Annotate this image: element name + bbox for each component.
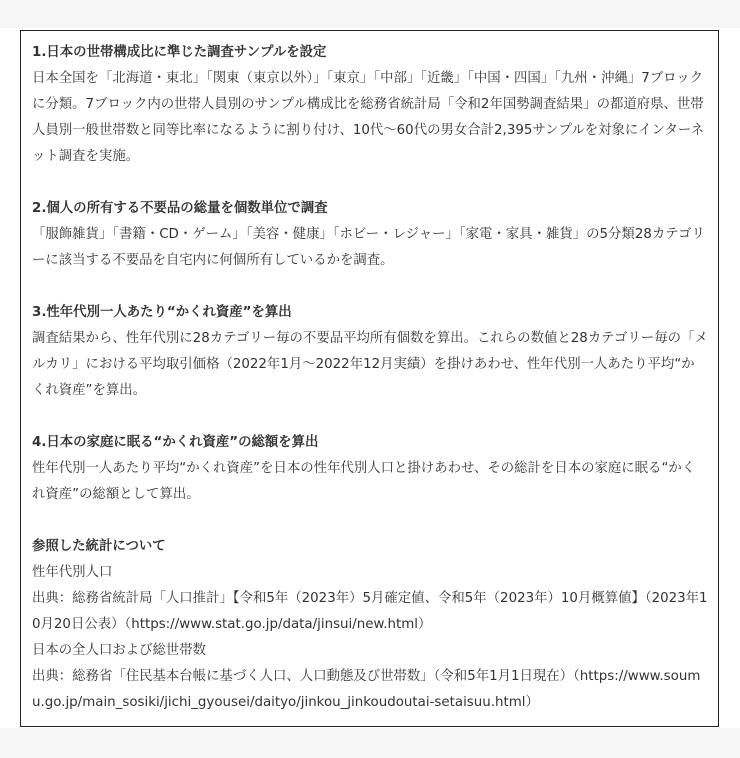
- section-3-body: 調査結果から、性年代別に28カテゴリー毎の不要品平均所有個数を算出。これらの数値と28カテゴリー毎の「メルカリ」における平均取引価格（2022年1月〜2022年12月実績）を掛けあわせ、性年代別一人あたり平均“かくれ資産”を算出。: [32, 331, 708, 398]
- reference-1-label: 性年代別人口: [32, 565, 113, 580]
- section-1-body: 日本全国を「北海道・東北」「関東（東京以外）」「東京」「中部」「近畿」「中国・四国」「九州・沖縄」7ブロックに分類。7ブロック内の世帯人員別のサンプル構成比を総務省統計局「令和2年国勢調査結果」の都道府県、世帯人員別一般世帯数と同等比率になるように割り付け、10代〜60代の男女合計2,395サンプルを対象にインターネット調査を実施。: [32, 71, 705, 164]
- section-3-heading: 3.性年代別一人あたり“かくれ資産”を算出: [32, 305, 292, 320]
- section-2-body: 「服飾雑貨」「書籍・CD・ゲーム」「美容・健康」「ホビー・レジャー」「家電・家具・雑貨」の5分類28カテゴリーに該当する不要品を自宅内に何個所有しているかを調査。: [32, 227, 705, 268]
- section-2-heading: 2.個人の所有する不要品の総量を個数単位で調査: [32, 201, 328, 216]
- reference-2-source: 出典：総務省「住民基本台帳に基づく人口、人口動態及び世帯数」（令和5年1月1日現在）（https://www.soumu.go.jp/main_sosiki/jichi_gyousei/daityo/jinkou_jinkoudoutai-setaisuu.html）: [32, 669, 701, 710]
- section-1: [32, 40, 708, 170]
- section-4-body: 性年代別一人あたり平均“かくれ資産”を日本の性年代別人口と掛けあわせ、その総計を日本の家庭に眠る“かくれ資産”の総額として算出。: [32, 461, 696, 502]
- reference-2-label: 日本の全人口および総世帯数: [32, 643, 207, 658]
- section-4: [32, 430, 708, 508]
- survey-method-box: [20, 30, 719, 727]
- section-4-heading: 4.日本の家庭に眠る“かくれ資産”の総額を算出: [32, 435, 319, 450]
- section-2: [32, 196, 708, 274]
- section-1-heading: 1.日本の世帯構成比に準じた調査サンプルを設定: [32, 45, 327, 60]
- references-heading: 参照した統計について: [32, 539, 166, 554]
- section-3: [32, 300, 708, 404]
- reference-1-source: 出典：総務省統計局「人口推計」【令和5年（2023年）5月確定値、令和5年（2023年）10月概算値】（2023年10月20日公表）（https://www.stat.go.jp/data/jinsui/new.html）: [32, 591, 708, 632]
- references-section: [32, 534, 708, 716]
